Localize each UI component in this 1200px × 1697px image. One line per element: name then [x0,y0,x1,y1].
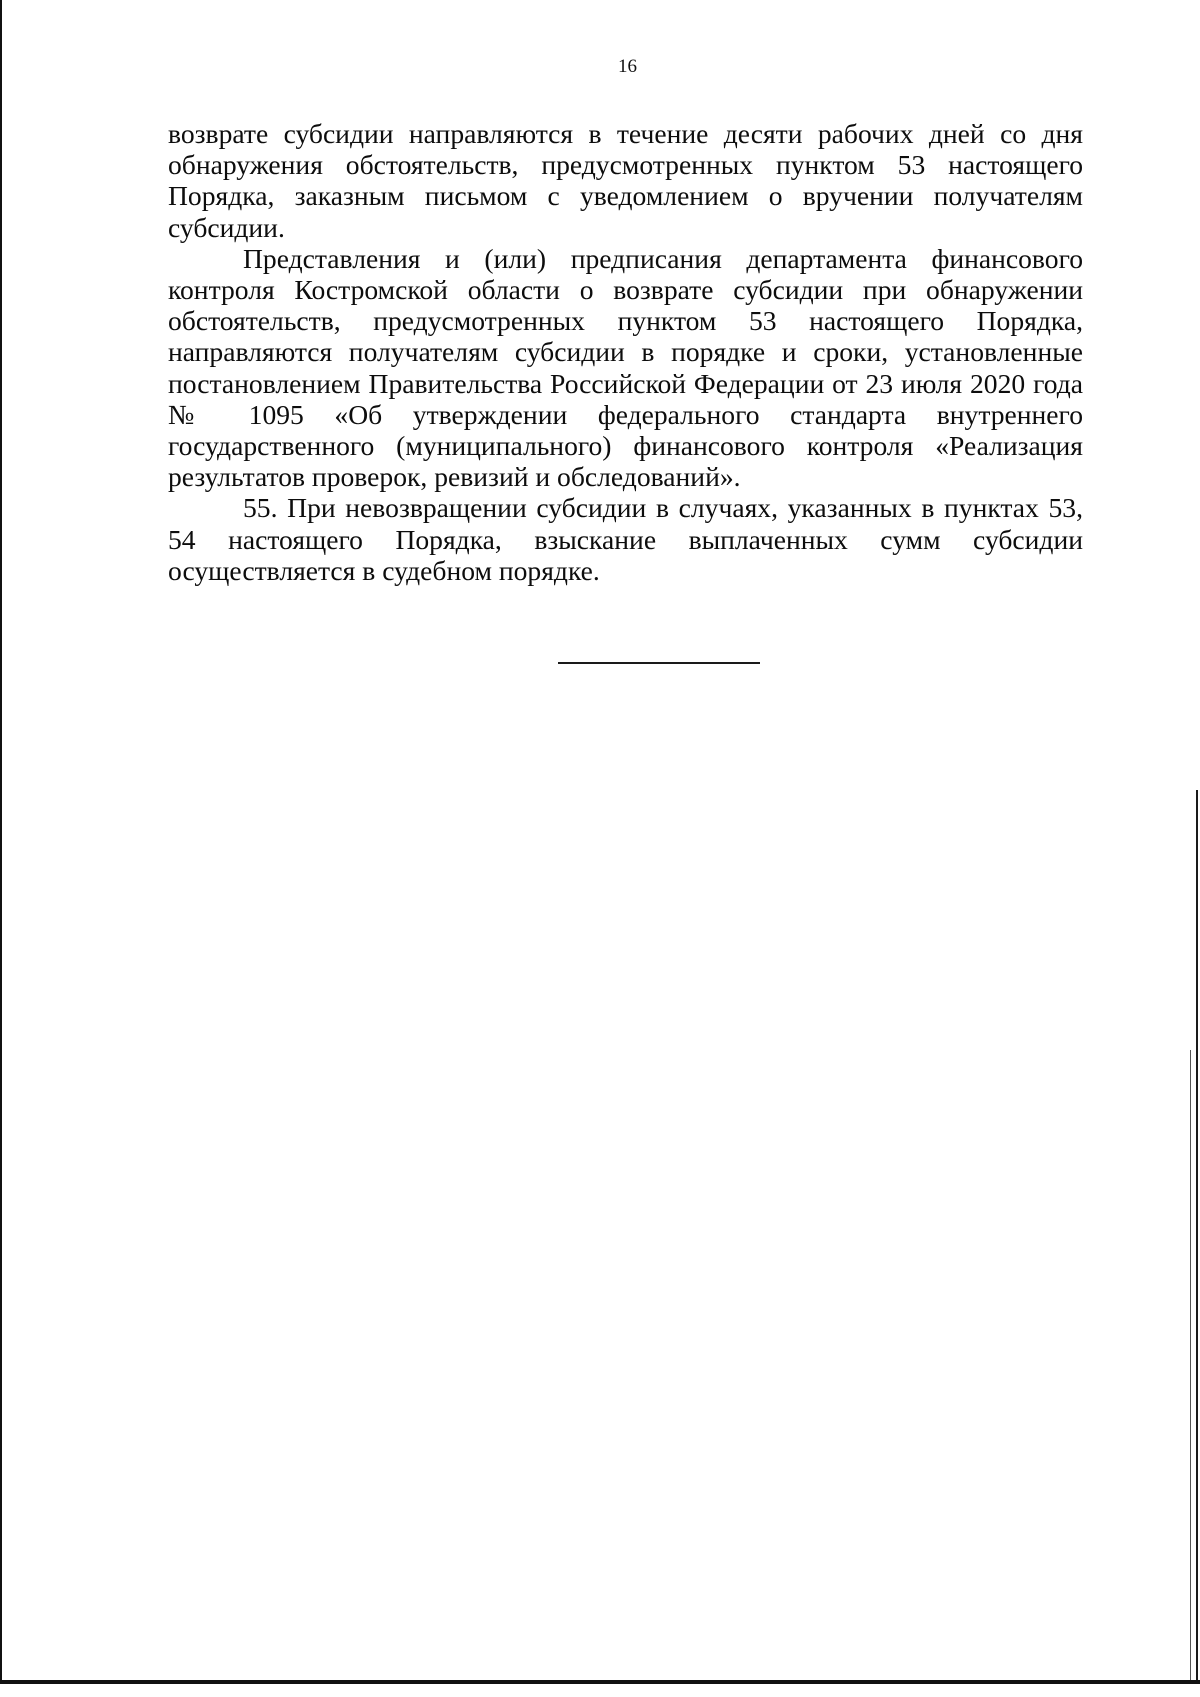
paragraph-representations: Представления и (или) предписания департамента финансового контроля Костромской области о возврате субсидии при обнаружении обстоятельств, предусмотренных пунктом 53 настоящего Порядка, направляются получателям субсидии в порядке и сроки, установленные постановлением Правительства Российской Федерации от 23 июля 2020 года № 1095 «Об утверждении федерального стандарта внутреннего государственного (муниципального) финансового контроля «Реализация результатов проверок, ревизий и обследований». [168,242,1083,493]
paragraph-continuation: возврате субсидии направляются в течение десяти рабочих дней со дня обнаружения обстоятельств, предусмотренных пунктом 53 настоящего Порядка, заказным письмом с уведомлением о вручении получателям субсидии. [168,118,1083,243]
scan-edge-right [1196,790,1198,1682]
scan-edge-bottom [0,1680,1200,1684]
scan-edge-right-inner [1190,1050,1191,1682]
scan-edge-left [0,0,2,1682]
document-body [168,118,1083,586]
page-number: 16 [618,56,637,77]
end-separator-line [558,662,760,664]
paragraph-clause-55: 55. При невозвращении субсидии в случаях, указанных в пунктах 53, 54 настоящего Порядка, взыскание выплаченных сумм субсидии осуществляется в судебном порядке. [168,492,1083,586]
